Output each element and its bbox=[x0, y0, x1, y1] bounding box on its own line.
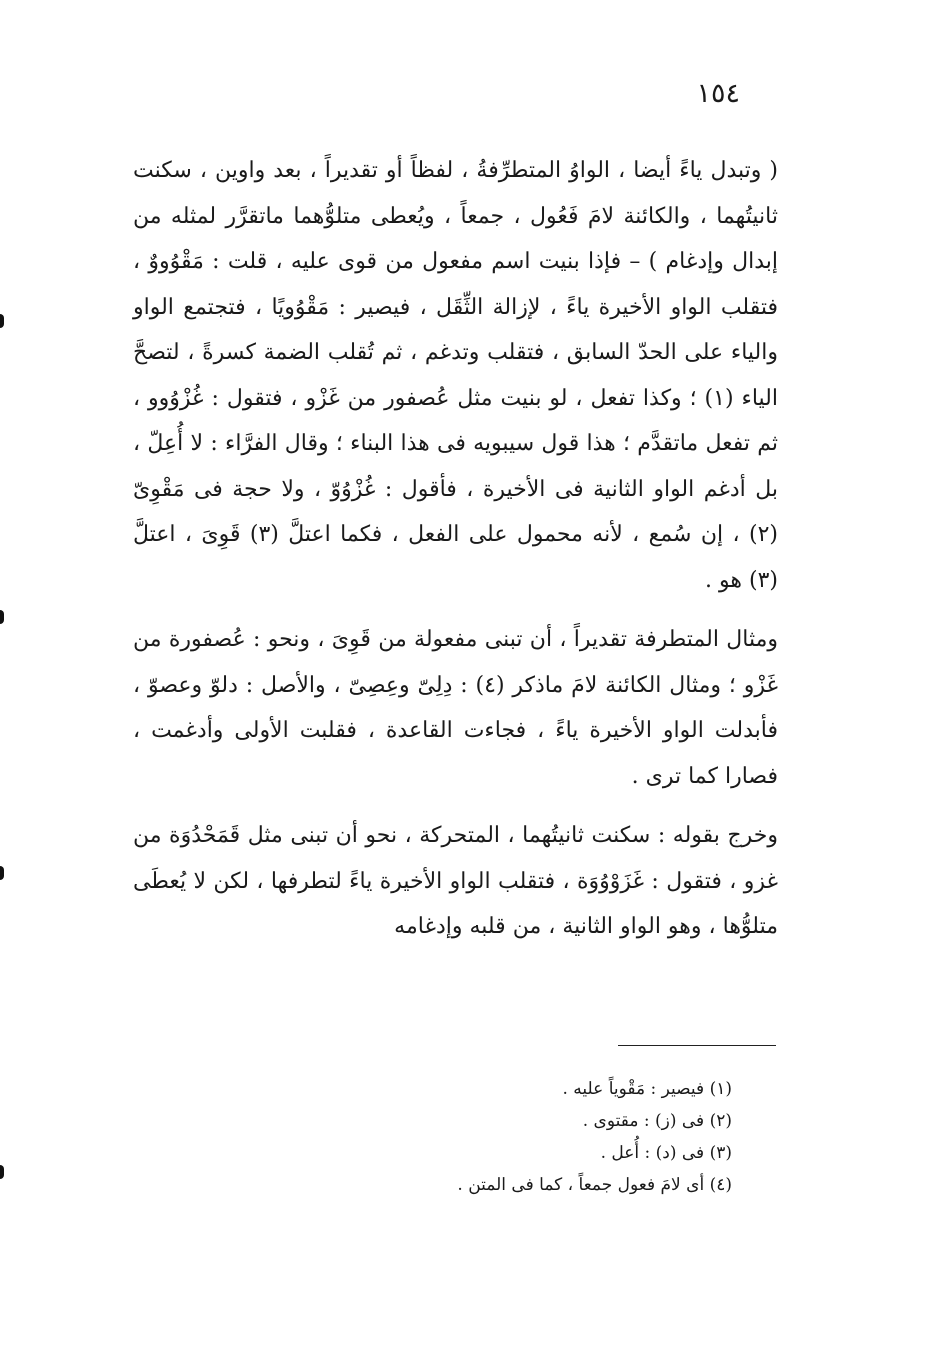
paragraph-1: ( وتبدل ياءً أيضا ، الواوُ المتطرِّفةُ ، لفظاً أو تقديراً ، بعد واوين ، سكنت ثانيتُهما ، والكائنة لامَ فَعُول ، جمعاً ، ويُعطى متلوُّهما ماتقرَّر لمثله من إبدال وإدغام ) – فإذا بنيت اسم مفعول من قوى عليه ، قلت : مَقْوُووٌ ، فتقلب الواو الأخيرة ياءً ، لإزالة الثِّقَل ، فيصير : مَقْوُويًا ، فتجتمع الواو والياء على الحدّ السابق ، فتقلب وتدغم ، ثم تُقلب الضمة كسرةً ، لتصحَّ الياء (١) ؛ وكذا تفعل ، لو بنيت مثل عُصفور من غَزْو ، فتقول : غُزْوُوو ، ثم تفعل ماتقدَّم ؛ هذا قول سيبويه فى هذا البناء ؛ وقال الفرَّاء : لا أُعِلّ ، بل أدغم الواو الثانية فى الأخيرة ، فأقول : غُزْوُوّ ، ولا حجة فى مَقْوِىّ (٢) ، إن سُمع ، لأنه محمول على الفعل ، فكما اعتلَّ (٣) قَوِىَ ، اعتلَّ (٣) هو . bbox=[133, 158, 779, 593]
main-text-body bbox=[133, 148, 778, 950]
footnote-3: (٣) فى (د) : أُعل . bbox=[600, 1143, 732, 1163]
footnote-2: (٢) فى (ز) : مقتوى . bbox=[582, 1111, 732, 1131]
paragraph-3: وخرج بقوله : سكنت ثانيتُهما ، المتحركة ، نحو أن تبنى مثل قَمَحْدُوَة من غزو ، فتقول : غَزَوْوُوَة ، فتقلب الواو الأخيرة ياءً لتطرفها ، لكن لا يُعطَى متلوُّها ، وهو الواو الثانية ، من قلبه وإدغامه bbox=[133, 823, 778, 939]
binding-hole-mark bbox=[0, 314, 4, 328]
footnote-4: (٤) أى لامَ فعول جمعاً ، كما فى المتن . bbox=[457, 1175, 732, 1195]
binding-hole-mark bbox=[0, 866, 4, 880]
footnote-1: (١) فيصير : مَقْوياً عليه . bbox=[562, 1079, 732, 1099]
binding-hole-mark bbox=[0, 1165, 4, 1179]
paragraph-2: ومثال المتطرفة تقديراً ، أن تبنى مفعولة من قَوِىَ ، ونحو : عُصفورة من غَزْو ؛ ومثال الكائنة لامَ ماذكر (٤) : دِلِىّ وعِصِىّ ، والأصل : دلوّ وعصوّ ، فأبدلت الواو الأخيرة ياءً ، فجاءت القاعدة ، فقلبت الأولى وأدغمت ، فصارا كما ترى . bbox=[133, 627, 779, 789]
binding-hole-mark bbox=[0, 610, 4, 624]
page-number: ١٥٤ bbox=[696, 78, 740, 109]
footnote-separator bbox=[618, 1045, 776, 1046]
footnotes bbox=[380, 1073, 732, 1201]
